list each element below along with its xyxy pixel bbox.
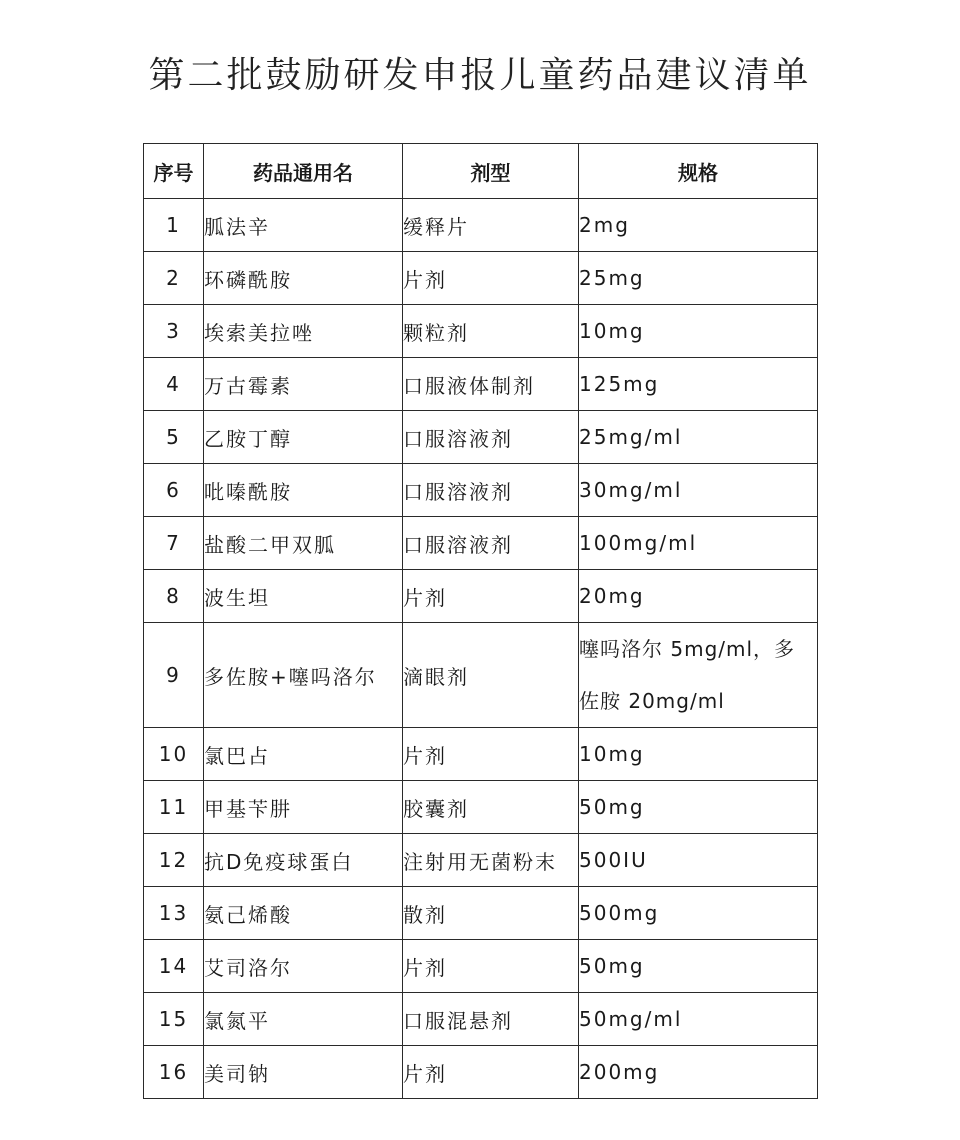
- cell-serial-number: 15: [144, 993, 204, 1046]
- cell-dosage-form: 片剂: [403, 252, 579, 305]
- cell-specification: 25mg/ml: [579, 411, 818, 464]
- cell-serial-number: 6: [144, 464, 204, 517]
- table-row: [144, 887, 818, 940]
- table-row: [144, 464, 818, 517]
- cell-dosage-form: 滴眼剂: [403, 623, 579, 728]
- cell-serial-number: 12: [144, 834, 204, 887]
- cell-drug-name: 环磷酰胺: [204, 252, 403, 305]
- cell-drug-name: 氨己烯酸: [204, 887, 403, 940]
- cell-dosage-form: 片剂: [403, 728, 579, 781]
- cell-dosage-form: 注射用无菌粉末: [403, 834, 579, 887]
- cell-drug-name: 万古霉素: [204, 358, 403, 411]
- cell-specification: 500IU: [579, 834, 818, 887]
- table-row: [144, 411, 818, 464]
- cell-specification: 200mg: [579, 1046, 818, 1099]
- cell-specification: [579, 623, 818, 728]
- cell-serial-number: 13: [144, 887, 204, 940]
- table-row: [144, 517, 818, 570]
- cell-drug-name: 氯巴占: [204, 728, 403, 781]
- cell-drug-name: 美司钠: [204, 1046, 403, 1099]
- cell-dosage-form: 颗粒剂: [403, 305, 579, 358]
- cell-drug-name: 甲基苄肼: [204, 781, 403, 834]
- table-row: [144, 570, 818, 623]
- cell-specification: 50mg/ml: [579, 993, 818, 1046]
- table-row: [144, 1046, 818, 1099]
- cell-specification: 10mg: [579, 305, 818, 358]
- cell-serial-number: 5: [144, 411, 204, 464]
- table-row: [144, 728, 818, 781]
- cell-specification: 2mg: [579, 199, 818, 252]
- cell-dosage-form: 片剂: [403, 570, 579, 623]
- cell-specification: 50mg: [579, 940, 818, 993]
- cell-dosage-form: 片剂: [403, 1046, 579, 1099]
- drug-list-table: [143, 143, 818, 1099]
- table-row: [144, 781, 818, 834]
- table-row: [144, 834, 818, 887]
- cell-serial-number: 3: [144, 305, 204, 358]
- cell-drug-name: 多佐胺+噻吗洛尔: [204, 623, 403, 728]
- cell-drug-name: 埃索美拉唑: [204, 305, 403, 358]
- cell-serial-number: 2: [144, 252, 204, 305]
- cell-drug-name: 盐酸二甲双胍: [204, 517, 403, 570]
- table-row: [144, 358, 818, 411]
- cell-dosage-form: 口服溶液剂: [403, 517, 579, 570]
- cell-drug-name: 艾司洛尔: [204, 940, 403, 993]
- cell-specification: 50mg: [579, 781, 818, 834]
- cell-drug-name: 乙胺丁醇: [204, 411, 403, 464]
- cell-dosage-form: 缓释片: [403, 199, 579, 252]
- table-row: [144, 252, 818, 305]
- cell-dosage-form: 口服溶液剂: [403, 464, 579, 517]
- cell-dosage-form: 口服溶液剂: [403, 411, 579, 464]
- cell-serial-number: 1: [144, 199, 204, 252]
- cell-serial-number: 11: [144, 781, 204, 834]
- cell-drug-name: 抗D免疫球蛋白: [204, 834, 403, 887]
- cell-drug-name: 胍法辛: [204, 199, 403, 252]
- header-specification: 规格: [579, 144, 818, 199]
- table-header-row: [144, 144, 818, 199]
- cell-specification: 100mg/ml: [579, 517, 818, 570]
- cell-serial-number: 7: [144, 517, 204, 570]
- cell-dosage-form: 散剂: [403, 887, 579, 940]
- cell-dosage-form: 口服液体制剂: [403, 358, 579, 411]
- cell-drug-name: 吡嗪酰胺: [204, 464, 403, 517]
- cell-specification: 10mg: [579, 728, 818, 781]
- cell-dosage-form: 胶囊剂: [403, 781, 579, 834]
- cell-drug-name: 氯氮平: [204, 993, 403, 1046]
- cell-serial-number: 8: [144, 570, 204, 623]
- cell-dosage-form: 口服混悬剂: [403, 993, 579, 1046]
- cell-dosage-form: 片剂: [403, 940, 579, 993]
- document-title: 第二批鼓励研发申报儿童药品建议清单: [148, 55, 812, 96]
- cell-specification: 20mg: [579, 570, 818, 623]
- cell-serial-number: 9: [144, 623, 204, 728]
- table-row: [144, 993, 818, 1046]
- header-serial-number: 序号: [144, 144, 204, 199]
- cell-specification: 500mg: [579, 887, 818, 940]
- table-row: [144, 940, 818, 993]
- table-row: [144, 623, 818, 728]
- cell-serial-number: 14: [144, 940, 204, 993]
- table-row: [144, 305, 818, 358]
- header-dosage-form: 剂型: [403, 144, 579, 199]
- header-drug-name: 药品通用名: [204, 144, 403, 199]
- cell-serial-number: 10: [144, 728, 204, 781]
- cell-drug-name: 波生坦: [204, 570, 403, 623]
- cell-specification: 125mg: [579, 358, 818, 411]
- cell-serial-number: 16: [144, 1046, 204, 1099]
- cell-specification: 30mg/ml: [579, 464, 818, 517]
- cell-specification: 25mg: [579, 252, 818, 305]
- cell-serial-number: 4: [144, 358, 204, 411]
- table-row: [144, 199, 818, 252]
- specification-text: 噻吗洛尔 5mg/ml，多佐胺 20mg/ml: [579, 637, 796, 713]
